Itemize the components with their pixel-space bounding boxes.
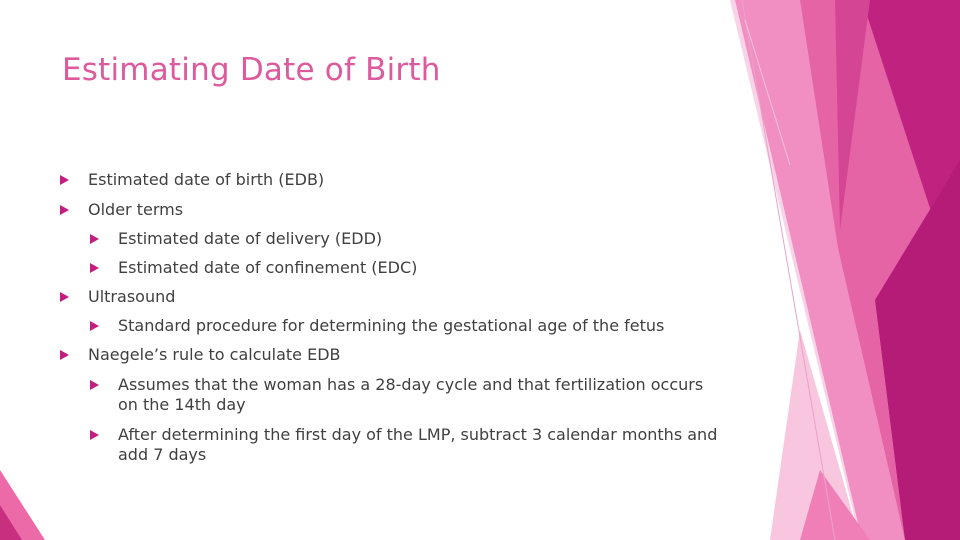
right-triangle-icon — [90, 430, 99, 440]
bullet-item-level-1 — [60, 200, 720, 220]
bullet-text: Estimated date of confinement (EDC) — [118, 258, 418, 277]
bullet-text: Estimated date of delivery (EDD) — [118, 229, 383, 248]
bullet-item-level-2 — [60, 229, 720, 249]
bullet-item-level-1 — [60, 287, 720, 307]
right-triangle-icon — [90, 380, 99, 390]
bullet-item-level-2 — [60, 258, 720, 278]
bullet-item-level-2 — [60, 425, 720, 465]
right-triangle-icon — [60, 350, 69, 360]
bullet-text: Older terms — [88, 200, 184, 219]
slide-title: Estimating Date of Birth — [62, 52, 441, 88]
bullet-item-level-1 — [60, 345, 720, 365]
right-triangle-icon — [60, 292, 69, 302]
bullet-item-level-2 — [60, 316, 720, 336]
right-triangle-icon — [90, 321, 99, 331]
bullet-item-level-1 — [60, 170, 720, 190]
right-triangle-icon — [90, 234, 99, 244]
bullet-list — [60, 170, 720, 474]
bullet-text: Assumes that the woman has a 28-day cycle and that fertilization occurs on the 14th day — [118, 375, 704, 414]
bullet-text: After determining the first day of the LMP, subtract 3 calendar months and add 7 days — [118, 425, 718, 464]
bullet-text: Ultrasound — [88, 287, 176, 306]
bullet-text: Naegele’s rule to calculate EDB — [88, 345, 341, 364]
right-triangle-icon — [90, 263, 99, 273]
bullet-text: Estimated date of birth (EDB) — [88, 170, 325, 189]
right-triangle-icon — [60, 175, 69, 185]
bullet-text: Standard procedure for determining the gestational age of the fetus — [118, 316, 665, 335]
right-triangle-icon — [60, 205, 69, 215]
bullet-item-level-2 — [60, 375, 720, 415]
